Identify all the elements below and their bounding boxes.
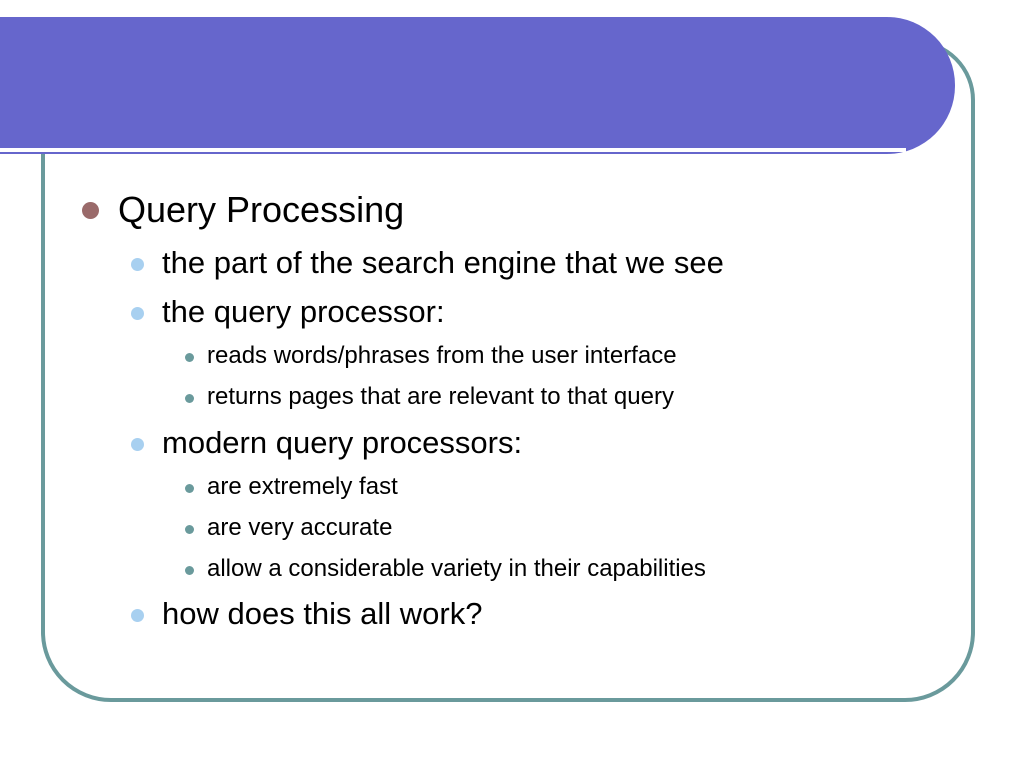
bullet-dot-icon xyxy=(82,202,99,219)
bullet-item-extremely-fast xyxy=(207,472,398,502)
bullet-text: the query processor: xyxy=(162,294,445,329)
bullet-text: the part of the search engine that we see xyxy=(162,245,724,280)
bullet-text: are extremely fast xyxy=(207,473,398,500)
bullet-item-reads-words xyxy=(207,341,677,371)
bullet-item-returns-pages xyxy=(207,382,674,412)
bullet-dot-icon xyxy=(185,353,194,362)
bullet-dot-icon xyxy=(131,258,144,271)
bullet-dot-icon xyxy=(185,484,194,493)
bullet-text: allow a considerable variety in their capabilities xyxy=(207,555,706,582)
bullet-item-query-processor xyxy=(162,294,445,330)
bullet-item-query-processing xyxy=(118,190,404,230)
bullet-item-very-accurate xyxy=(207,513,392,543)
bullet-text: returns pages that are relevant to that query xyxy=(207,383,674,410)
bullet-item-considerable-variety xyxy=(207,554,706,584)
bullet-dot-icon xyxy=(185,394,194,403)
bullet-text: how does this all work? xyxy=(162,596,483,631)
bullet-text: Query Processing xyxy=(118,189,405,230)
bullet-dot-icon xyxy=(131,307,144,320)
bullet-dot-icon xyxy=(131,438,144,451)
bullet-dot-icon xyxy=(185,566,194,575)
bullet-dot-icon xyxy=(185,525,194,534)
bullet-text: reads words/phrases from the user interface xyxy=(207,342,677,369)
bullet-text: are very accurate xyxy=(207,514,393,541)
bullet-text: modern query processors: xyxy=(162,425,523,460)
bullet-item-modern-processors xyxy=(162,425,522,461)
bullet-item-how-does-this-work xyxy=(162,596,483,632)
bullet-item-part-of-search-engine xyxy=(162,245,724,281)
bullet-dot-icon xyxy=(131,609,144,622)
